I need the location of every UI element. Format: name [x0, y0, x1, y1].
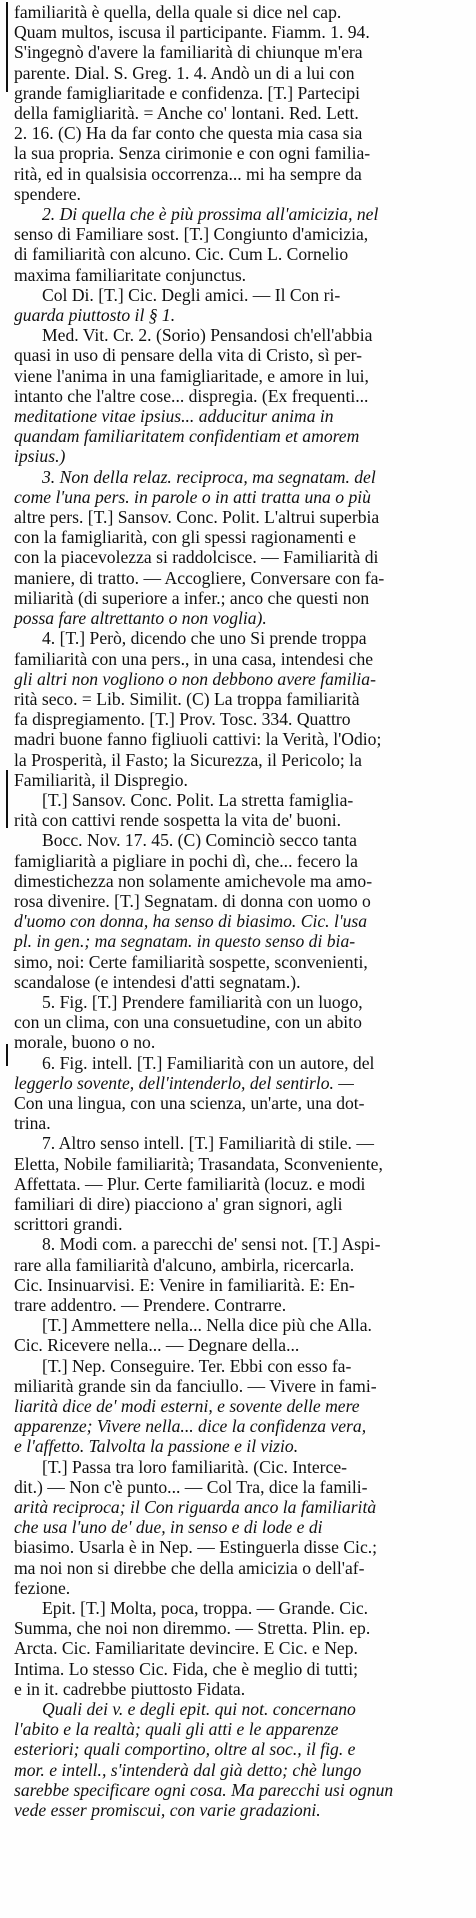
- text-line: Eletta, Nobile familiarità; Trasandata, Sconveniente,: [14, 1153, 383, 1174]
- text-line: Cic. Ricevere nella... — Degnare della...: [14, 1335, 300, 1356]
- text-line: fa dispregiamento. [T.] Prov. Tosc. 334. Quattro: [14, 709, 351, 730]
- text-line: apparenze; Vivere nella... dice la confidenza vera,: [14, 1416, 367, 1437]
- text-line: viene l'anima in una famigliaritade, e amore in lui,: [14, 365, 369, 386]
- text-line: con un clima, con una consuetudine, con un abito: [14, 1012, 362, 1033]
- text-line: rosa divenire. [T.] Segnatam. di donna con uomo o: [14, 890, 371, 911]
- text-line: e in it. cadrebbe piuttosto Fidata.: [14, 1678, 246, 1699]
- text-line: rità seco. = Lib. Similit. (C) La troppa familiarità: [14, 688, 360, 709]
- text-line: gli altri non vogliono o non debbono avere familia-: [14, 668, 376, 689]
- text-line: d'uomo con donna, ha senso di biasimo. Cic. l'usa: [14, 911, 368, 932]
- text-line: mor. e intell., s'intenderà dal già detto; chè lungo: [14, 1759, 362, 1780]
- epit-heading: Epit. [T.] Molta, poca, troppa. — Grande. Cic.: [42, 1598, 369, 1619]
- text-line: parente. Dial. S. Greg. 1. 4. Andò un di a lui con: [14, 62, 355, 83]
- text-line: maniere, di tratto. — Accogliere, Conversare con fa-: [14, 567, 385, 588]
- text-line: della famigliarità. = Anche co' lontani. Red. Lett.: [14, 103, 359, 124]
- closing-note: Quali dei v. e degli epit. qui not. concernano: [42, 1699, 356, 1720]
- text-line: scrittori grandi.: [14, 1214, 123, 1235]
- text-line: S'ingegnò d'avere la familiarità di chiunque m'era: [14, 42, 363, 63]
- text-line: rità con cattivi rende sospetta la vita de' buoni.: [14, 810, 342, 831]
- section-8-heading: 8. Modi com. a parecchi de' sensi not. [T.] Aspi-: [42, 1234, 381, 1255]
- text-line: Affettata. — Plur. Certe familiarità (locuz. e modi: [14, 1173, 366, 1194]
- dictionary-text-column: [14, 2, 466, 1820]
- margin-rule-lower: [6, 1044, 8, 1066]
- text-line: leggerlo sovente, dell'intenderlo, del sentirlo. —: [14, 1072, 354, 1093]
- text-line: quandam familiaritatem confidentiam et amorem: [14, 426, 360, 447]
- text-line: morale, buono o no.: [14, 1032, 156, 1053]
- text-line: trare addentro. — Prendere. Contrarre.: [14, 1295, 287, 1315]
- text-line: trina.: [14, 1113, 51, 1134]
- text-line: maxima familiaritate conjunctus.: [14, 264, 247, 285]
- text-line: senso di Familiare sost. [T.] Congiunto d'amicizia,: [14, 224, 369, 245]
- text-line: la sua propria. Senza cirimonie e con ogni familia-: [14, 143, 371, 164]
- text-line: intanto che l'altre cose... dispregia. (Ex frequenti...: [14, 385, 369, 406]
- text-line: quasi in uso di pensare della vita di Cristo, sì per-: [14, 345, 363, 366]
- text-line: madri buone fanno figliuoli cattivi: la Verità, l'Odio;: [14, 729, 382, 750]
- section-7-heading: 7. Altro senso intell. [T.] Familiarità di stile. —: [42, 1133, 374, 1154]
- section-4-heading: 4. [T.] Però, dicendo che uno Si prende troppa: [42, 628, 367, 649]
- text-line: rare alla familiarità d'alcuno, ambirla, ricercarla.: [14, 1254, 355, 1275]
- text-line: [T.] Sansov. Conc. Polit. La stretta famiglia-: [42, 789, 354, 810]
- text-line: fezione.: [14, 1577, 71, 1598]
- text-line: Intima. Lo stesso Cic. Fida, che è meglio di tutti;: [14, 1658, 359, 1679]
- text-line: simo, noi: Certe familiarità sospette, sconvenienti,: [14, 951, 368, 972]
- text-line: meditatione vitae ipsius... adducitur anima in: [14, 406, 334, 427]
- text-line: con la piacevolezza si raddolcisce. — Familiarità di: [14, 547, 379, 568]
- text-line: arità reciproca; il Con riguarda anco la familiarità: [14, 1497, 377, 1518]
- text-line: con la famigliarità, con gli spessi ragionamenti e: [14, 527, 356, 548]
- section-3-heading: 3. Non della relaz. reciproca, ma segnatam. del: [42, 466, 376, 487]
- text-line: ipsius.): [14, 446, 66, 467]
- text-line: liarità dice de' modi esterni, e sovente delle mere: [14, 1396, 360, 1417]
- text-line: dimestichezza non solamente amichevole ma amo-: [14, 870, 373, 891]
- text-line: miliarità (di superiore a infer.; anco che questi non: [14, 587, 370, 608]
- text-line: 2. 16. (C) Ha da far conto che questa mia casa sia: [14, 123, 363, 144]
- text-line: biasimo. Usarla è in Nep. — Estinguerla disse Cic.;: [14, 1537, 378, 1558]
- text-line: Familiarità, il Dispregio.: [14, 769, 188, 790]
- text-line: [T.] Nep. Conseguire. Ter. Ebbi con esso fa-: [42, 1355, 352, 1376]
- text-line: Quam multos, iscusa il participante. Fiamm. 1. 94.: [14, 22, 370, 43]
- text-line: Bocc. Nov. 17. 45. (C) Cominciò secco tanta: [42, 830, 357, 851]
- text-line: famigliarità a pigliare in pochi dì, che... fecero la: [14, 850, 358, 871]
- margin-rule-top: [6, 2, 8, 92]
- text-line: Arcta. Cic. Familiaritate devincire. E Cic. e Nep.: [14, 1638, 358, 1659]
- text-line: Cic. Insinuarvisi. E: Venire in familiarità. E: En-: [14, 1274, 355, 1295]
- text-line: [T.] Passa tra loro familiarità. (Cic. Interce-: [42, 1456, 347, 1477]
- text-line: dit.) — Non c'è punto... — Col Tra, dice la famili-: [14, 1476, 368, 1497]
- text-line: ma noi non si direbbe che della amicizia o dell'af-: [14, 1557, 365, 1578]
- text-line: Summa, che noi non diremmo. — Stretta. Plin. ep.: [14, 1618, 371, 1639]
- text-line: vede esser promiscui, con varie gradazioni.: [14, 1800, 321, 1821]
- text-line: sarebbe specificare ogni cosa. Ma parecchi usi ognun: [14, 1779, 394, 1800]
- text-line: e l'affetto. Talvolta la passione e il vizio.: [14, 1436, 299, 1457]
- section-2-heading: 2. Di quella che è più prossima all'amicizia, nel: [42, 204, 379, 225]
- section-6-heading: 6. Fig. intell. [T.] Familiarità con un autore, del: [42, 1052, 375, 1073]
- text-line: di familiarità con alcuno. Cic. Cum L. Cornelio: [14, 244, 349, 265]
- margin-rule-middle: [6, 770, 8, 828]
- text-line: Med. Vit. Cr. 2. (Sorio) Pensandosi ch'ell'abbia: [42, 325, 373, 346]
- text-line: la Prosperità, il Fasto; la Sicurezza, il Pericolo; la: [14, 749, 362, 770]
- text-line: guarda piuttosto il § 1.: [14, 305, 176, 326]
- text-line: Con una lingua, con una scienza, un'arte, una dot-: [14, 1092, 365, 1113]
- text-line: grande famigliaritade e confidenza. [T.] Partecipi: [14, 82, 360, 103]
- text-line: miliarità grande sin da fanciullo. — Vivere in fami-: [14, 1375, 377, 1396]
- text-line: scandalose (e intendesi d'atti segnatam.).: [14, 971, 301, 992]
- text-line: Col Di. [T.] Cic. Degli amici. — Il Con ri-: [42, 284, 341, 305]
- text-line: l'abito e la realtà; quali gli atti e le apparenze: [14, 1719, 339, 1740]
- text-line: possa fare altrettanto o non voglia).: [14, 608, 267, 629]
- text-line: esteriori; quali comportino, oltre al soc., il fig. e: [14, 1739, 356, 1760]
- text-line: familiarità è quella, della quale si dice nel cap.: [14, 2, 342, 22]
- text-line: rità, ed in qualsisia occorrenza... mi ha sempre da: [14, 163, 362, 184]
- text-line: familiarità con una pers., in una casa, intendesi che: [14, 648, 374, 669]
- text-line: spendere.: [14, 183, 81, 204]
- text-line: che usa l'uno de' due, in senso e di lode e di: [14, 1517, 323, 1538]
- text-line: familiari di dire) piacciono a' gran signori, agli: [14, 1193, 343, 1214]
- text-line: [T.] Ammettere nella... Nella dice più che Alla.: [42, 1315, 372, 1336]
- text-line: come l'una pers. in parole o in atti tratta una o più: [14, 486, 371, 507]
- section-5-heading: 5. Fig. [T.] Prendere familiarità con un luogo,: [42, 991, 363, 1012]
- text-line: pl. in gen.; ma segnatam. in questo senso di bia-: [14, 931, 356, 952]
- text-line: altre pers. [T.] Sansov. Conc. Polit. L'altrui superbia: [14, 507, 380, 528]
